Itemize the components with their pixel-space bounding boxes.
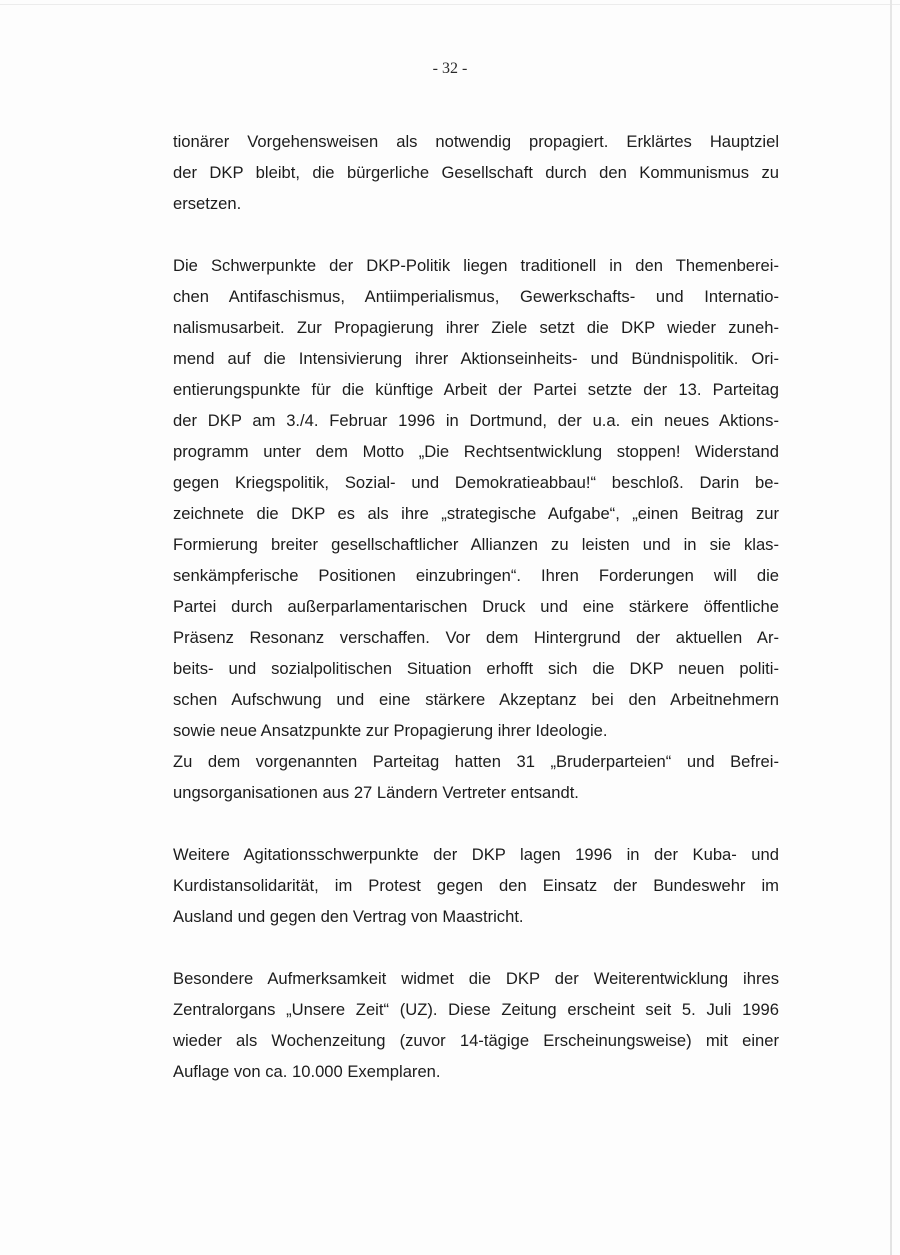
scan-edge-right: [890, 0, 892, 1255]
paragraph: [173, 746, 779, 808]
text-line: ersetzen.: [173, 194, 242, 213]
text-line: Weitere Agitationsschwerpunkte der DKP lagen 1996 in der Kuba- und: [173, 845, 779, 864]
text-line: tionärer Vorgehensweisen als notwendig propagiert. Erklärtes Hauptziel: [173, 132, 779, 151]
body-text: [173, 126, 779, 1087]
text-line: Kurdistansolidarität, im Protest gegen den Einsatz der Bundeswehr im: [173, 876, 779, 895]
text-line: programm unter dem Motto „Die Rechtsentwicklung stoppen! Widerstand: [173, 442, 779, 461]
paragraph: [173, 126, 779, 219]
text-line: Ausland und gegen den Vertrag von Maastricht.: [173, 907, 524, 926]
paragraph: [173, 839, 779, 932]
paragraph: [173, 250, 779, 746]
scan-edge-top: [0, 4, 900, 5]
paragraph-gap: [173, 932, 779, 963]
paragraph-gap: [173, 808, 779, 839]
paragraph-gap: [173, 219, 779, 250]
page-number: - 32 -: [432, 60, 468, 77]
text-line: wieder als Wochenzeitung (zuvor 14-tägige Erscheinungsweise) mit einer: [173, 1031, 779, 1050]
text-line: Partei durch außerparlamentarischen Druck und eine stärkere öffentliche: [173, 597, 779, 616]
text-line: Die Schwerpunkte der DKP-Politik liegen traditionell in den Themenberei-: [173, 256, 779, 275]
paragraph: [173, 963, 779, 1087]
text-line: sowie neue Ansatzpunkte zur Propagierung ihrer Ideologie.: [173, 721, 608, 740]
text-line: entierungspunkte für die künftige Arbeit der Partei setzte der 13. Parteitag: [173, 380, 779, 399]
text-line: mend auf die Intensivierung ihrer Aktionseinheits- und Bündnispolitik. Ori-: [173, 349, 779, 368]
text-line: gegen Kriegspolitik, Sozial- und Demokratieabbau!“ beschloß. Darin be-: [173, 473, 779, 492]
text-line: ungsorganisationen aus 27 Ländern Vertreter entsandt.: [173, 783, 579, 802]
text-line: Formierung breiter gesellschaftlicher Allianzen zu leisten und in sie klas-: [173, 535, 779, 554]
text-line: der DKP bleibt, die bürgerliche Gesellschaft durch den Kommunismus zu: [173, 163, 779, 182]
text-line: Zu dem vorgenannten Parteitag hatten 31 „Bruderparteien“ und Befrei-: [173, 752, 779, 771]
text-line: zeichnete die DKP es als ihre „strategische Aufgabe“, „einen Beitrag zur: [173, 504, 779, 523]
text-line: Zentralorgans „Unsere Zeit“ (UZ). Diese Zeitung erscheint seit 5. Juli 1996: [173, 1000, 779, 1019]
text-line: nalismusarbeit. Zur Propagierung ihrer Ziele setzt die DKP wieder zuneh-: [173, 318, 779, 337]
text-line: der DKP am 3./4. Februar 1996 in Dortmund, der u.a. ein neues Aktions-: [173, 411, 779, 430]
text-line: Auflage von ca. 10.000 Exemplaren.: [173, 1062, 441, 1081]
text-line: Präsenz Resonanz verschaffen. Vor dem Hintergrund der aktuellen Ar-: [173, 628, 779, 647]
text-line: Besondere Aufmerksamkeit widmet die DKP der Weiterentwicklung ihres: [173, 969, 779, 988]
text-line: chen Antifaschismus, Antiimperialismus, Gewerkschafts- und Internatio-: [173, 287, 779, 306]
text-line: beits- und sozialpolitischen Situation erhofft sich die DKP neuen politi-: [173, 659, 779, 678]
text-line: schen Aufschwung und eine stärkere Akzeptanz bei den Arbeitnehmern: [173, 690, 779, 709]
text-line: senkämpferische Positionen einzubringen“. Ihren Forderungen will die: [173, 566, 779, 585]
